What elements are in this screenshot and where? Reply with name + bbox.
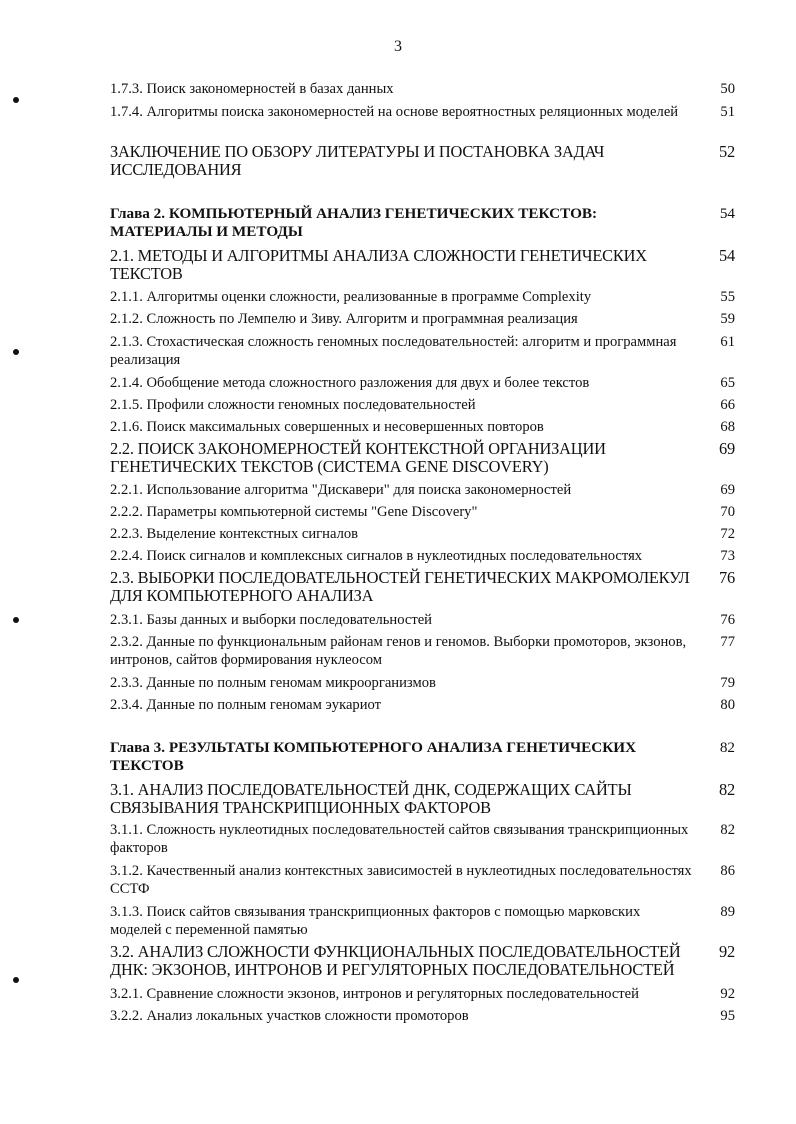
toc-entry-sub [110, 904, 735, 939]
toc-entry-page: 79 [720, 675, 735, 691]
toc-entry-page: 76 [720, 612, 735, 628]
toc-entry-page: 95 [720, 1008, 735, 1024]
toc-entry-title: ЗАКЛЮЧЕНИЕ ПО ОБЗОРУ ЛИТЕРАТУРЫ И ПОСТАНОВКА ЗАДАЧ ИССЛЕДОВАНИЯ [110, 142, 605, 179]
toc-entry-title: 2.2.3. Выделение контекстных сигналов [110, 526, 359, 542]
toc-entry-page: 68 [720, 419, 735, 435]
toc-entry-chap [110, 739, 735, 775]
toc-entry-page: 54 [719, 205, 735, 222]
toc-entry-title: 3.2. АНАЛИЗ СЛОЖНОСТИ ФУНКЦИОНАЛЬНЫХ ПОСЛЕДОВАТЕЛЬНОСТЕЙ ДНК: ЭКЗОНОВ, ИНТРОНОВ И РЕГУЛЯТОРНЫХ ПОСЛЕДОВАТЕЛЬНОСТЕЙ [110, 942, 681, 979]
toc-entry-sec [110, 143, 735, 179]
toc-entry-sub [110, 634, 735, 669]
toc-entry-page: 77 [720, 634, 735, 650]
toc-entry-sub [110, 822, 735, 857]
toc-entry-title: 2.1.3. Стохастическая сложность геномных последовательностей: алгоритм и программная реализация [110, 334, 677, 368]
toc-entry-page: 76 [719, 568, 735, 587]
toc-entry-title: 2.3.4. Данные по полным геномам эукариот [110, 697, 382, 713]
toc-entry-title: 2.1.2. Сложность по Лемпелю и Зиву. Алгоритм и программная реализация [110, 311, 578, 327]
toc-entry-page: 69 [720, 482, 735, 498]
toc-entry-title: 2.2. ПОИСК ЗАКОНОМЕРНОСТЕЙ КОНТЕКСТНОЙ ОРГАНИЗАЦИИ ГЕНЕТИЧЕСКИХ ТЕКСТОВ (СИСТЕМА GENE DISCOVERY) [110, 439, 606, 476]
toc-entry-sub [110, 289, 735, 307]
toc-entry-page: 86 [720, 863, 735, 879]
toc-entry-sec [110, 247, 735, 283]
toc-entry-title: 2.3. ВЫБОРКИ ПОСЛЕДОВАТЕЛЬНОСТЕЙ ГЕНЕТИЧЕСКИХ МАКРОМОЛЕКУЛ ДЛЯ КОМПЬЮТЕРНОГО АНАЛИЗА [110, 568, 690, 605]
toc-entry-sub [110, 104, 735, 122]
toc-entry-page: 66 [720, 397, 735, 413]
toc-entry-page: 92 [719, 942, 735, 961]
toc-entry-title: 2.3.1. Базы данных и выборки последовательностей [110, 612, 432, 628]
toc-entry-sub [110, 81, 735, 99]
toc-entry-sub [110, 548, 735, 566]
page-number: 3 [394, 38, 402, 55]
toc-entry-sub [110, 697, 735, 715]
toc-entry-sec [110, 569, 735, 605]
bullet-mark [13, 97, 19, 103]
toc-entry-title: 3.1.3. Поиск сайтов связывания транскрипционных факторов с помощью марковских моделей с переменной памятью [110, 904, 641, 938]
toc-entry-page: 51 [720, 104, 735, 120]
toc-entry-sub [110, 311, 735, 329]
toc-entry-title: 2.1. МЕТОДЫ И АЛГОРИТМЫ АНАЛИЗА СЛОЖНОСТИ ГЕНЕТИЧЕСКИХ ТЕКСТОВ [110, 246, 647, 283]
toc-entry-page: 69 [719, 439, 735, 458]
toc-entry-title: 2.3.3. Данные по полным геномам микроорганизмов [110, 675, 436, 691]
toc-entry-sub [110, 1008, 735, 1026]
toc-entry-page: 80 [720, 697, 735, 713]
toc-entry-title: 2.1.4. Обобщение метода сложностного разложения для двух и более текстов [110, 375, 590, 391]
toc-entry-title: 2.3.2. Данные по функциональным районам генов и геномов. Выборки промоторов, экзонов, интронов, сайтов формирования нуклеосом [110, 634, 687, 668]
toc-entry-title: Глава 3. РЕЗУЛЬТАТЫ КОМПЬЮТЕРНОГО АНАЛИЗА ГЕНЕТИЧЕСКИХ ТЕКСТОВ [110, 739, 637, 774]
bullet-mark [13, 977, 19, 983]
toc-entry-title: 3.1.2. Качественный анализ контекстных зависимостей в нуклеотидных последовательностях ССТФ [110, 863, 692, 897]
toc-entry-page: 72 [720, 526, 735, 542]
toc-entry-sub [110, 419, 735, 437]
toc-entry-title: 2.1.5. Профили сложности геномных последовательностей [110, 397, 476, 413]
toc-entry-sec [110, 943, 735, 979]
toc-entry-sub [110, 986, 735, 1004]
toc-entry-page: 89 [720, 904, 735, 920]
toc-entry-sub [110, 375, 735, 393]
bullet-mark [13, 617, 19, 623]
toc-entry-chap [110, 205, 735, 241]
toc-entry-page: 50 [720, 81, 735, 97]
toc-entry-sub [110, 612, 735, 630]
toc-entry-page: 61 [720, 334, 735, 350]
toc-entry-title: 1.7.3. Поиск закономерностей в базах данных [110, 81, 394, 97]
toc-entry-sub [110, 482, 735, 500]
toc-entry-title: 3.2.2. Анализ локальных участков сложности промоторов [110, 1008, 469, 1024]
toc-entry-page: 59 [720, 311, 735, 327]
toc-entry-title: 2.2.1. Использование алгоритма "Дискавери" для поиска закономерностей [110, 482, 572, 498]
toc-entry-title: 2.1.1. Алгоритмы оценки сложности, реализованные в программе Complexity [110, 289, 592, 305]
toc-entry-title: 2.2.2. Параметры компьютерной системы "Gene Discovery" [110, 504, 478, 520]
toc-entry-title: 3.2.1. Сравнение сложности экзонов, интронов и регуляторных последовательностей [110, 986, 639, 1002]
toc-entry-page: 65 [720, 375, 735, 391]
toc-entry-page: 82 [720, 822, 735, 838]
toc-entry-page: 73 [720, 548, 735, 564]
toc-entry-sub [110, 334, 735, 369]
bullet-mark [13, 349, 19, 355]
toc-entry-sub [110, 397, 735, 415]
toc-entry-page: 70 [720, 504, 735, 520]
toc-entry-sub [110, 675, 735, 693]
toc-entry-page: 52 [719, 142, 735, 161]
toc-entry-title: 3.1.1. Сложность нуклеотидных последовательностей сайтов связывания транскрипционных факторов [110, 822, 689, 856]
toc-entry-page: 82 [719, 780, 735, 799]
toc-entry-page: 55 [720, 289, 735, 305]
toc-entry-page: 92 [720, 986, 735, 1002]
toc-entry-title: 1.7.4. Алгоритмы поиска закономерностей на основе вероятностных реляционных моделей [110, 104, 679, 120]
toc-entry-sub [110, 526, 735, 544]
toc-entry-page: 54 [719, 246, 735, 265]
toc-entry-title: 2.1.6. Поиск максимальных совершенных и несовершенных повторов [110, 419, 544, 435]
toc-entry-sec [110, 440, 735, 476]
toc-entry-sec [110, 781, 735, 817]
toc-entry-title: 2.2.4. Поиск сигналов и комплексных сигналов в нуклеотидных последовательностях [110, 548, 643, 564]
toc-entry-title: 3.1. АНАЛИЗ ПОСЛЕДОВАТЕЛЬНОСТЕЙ ДНК, СОДЕРЖАЩИХ САЙТЫ СВЯЗЫВАНИЯ ТРАНСКРИПЦИОННЫХ ФАКТОРОВ [110, 780, 632, 817]
toc-entry-sub [110, 863, 735, 898]
toc-entry-page: 82 [719, 739, 735, 756]
toc-entry-title: Глава 2. КОМПЬЮТЕРНЫЙ АНАЛИЗ ГЕНЕТИЧЕСКИХ ТЕКСТОВ: МАТЕРИАЛЫ И МЕТОДЫ [110, 205, 598, 240]
toc-entry-sub [110, 504, 735, 522]
